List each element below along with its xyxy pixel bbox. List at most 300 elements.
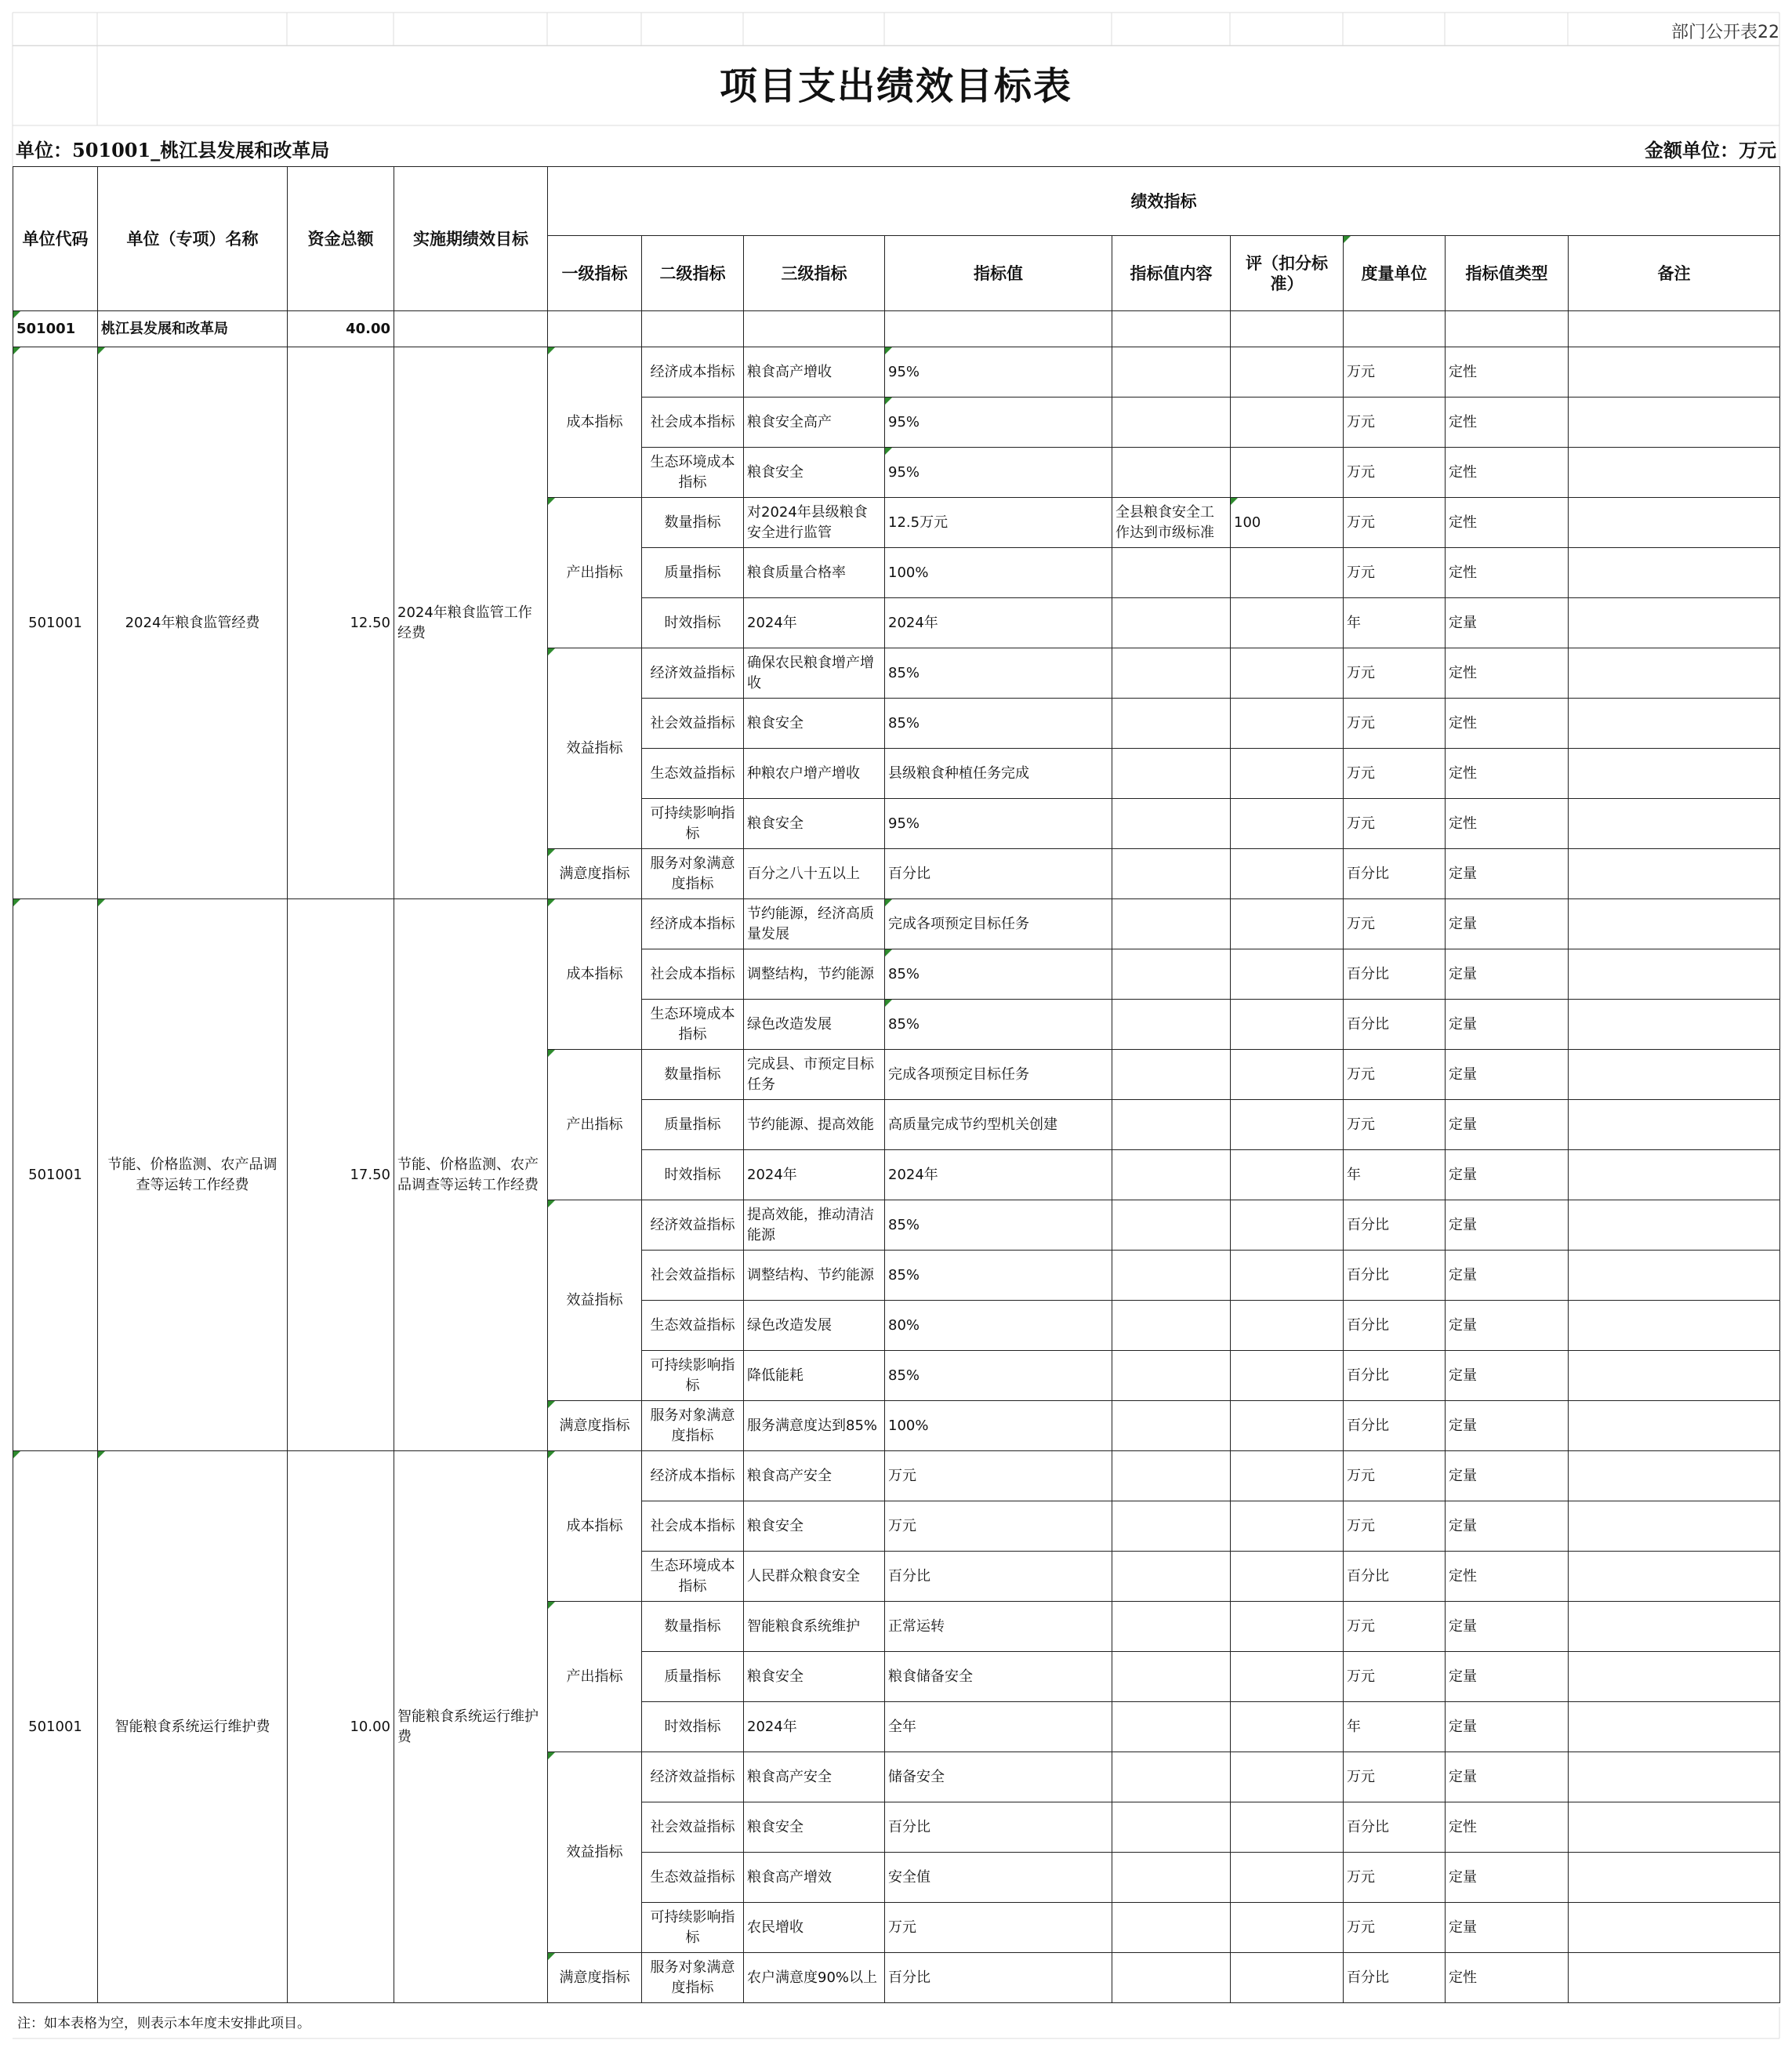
remark-cell [1569,448,1780,498]
col-unit-code: 单位代码 [13,167,98,311]
measure-unit: 年 [1344,598,1446,648]
performance-table [13,166,1780,2003]
summary-cell [1112,311,1231,347]
score-standard [1231,1401,1344,1451]
indicator-content [1112,397,1231,448]
indicator-content [1112,1853,1231,1903]
indicator-value: 95% [885,448,1112,498]
value-type: 定量 [1446,1752,1569,1802]
remark-cell [1569,1903,1780,1953]
level3-indicator: 调整结构、节约能源 [744,1251,885,1301]
indicator-content [1112,1802,1231,1853]
summary-cell [642,311,744,347]
indicator-value: 万元 [885,1451,1112,1501]
level3-indicator: 粮食安全 [744,1802,885,1853]
indicator-value: 万元 [885,1903,1112,1953]
measure-unit: 万元 [1344,749,1446,799]
remark-cell [1569,1100,1780,1150]
project-name: 节能、价格监测、农产品调查等运转工作经费 [98,899,288,1451]
indicator-value: 85% [885,1351,1112,1401]
measure-unit: 万元 [1344,899,1446,949]
remark-cell [1569,1853,1780,1903]
remark-cell [1569,1150,1780,1200]
project-goal: 节能、价格监测、农产品调查等运转工作经费 [394,899,548,1451]
level2-indicator: 服务对象满意度指标 [642,1953,744,2003]
footnote: 注：如本表格为空，则表示本年度未安排此项目。 [17,2016,310,2031]
project-amount: 10.00 [288,1451,394,2003]
value-type: 定量 [1446,1652,1569,1702]
remark-cell [1569,1501,1780,1552]
value-type: 定量 [1446,1251,1569,1301]
level3-indicator: 2024年 [744,1702,885,1752]
indicator-value: 完成各项预定目标任务 [885,899,1112,949]
measure-unit: 年 [1344,1702,1446,1752]
col-goal: 实施期绩效目标 [394,167,548,311]
score-standard [1231,598,1344,648]
remark-cell [1569,1200,1780,1251]
value-type: 定量 [1446,1702,1569,1752]
summary-cell [744,311,885,347]
remark-cell [1569,1953,1780,2003]
project-amount: 17.50 [288,899,394,1451]
remark-cell [1569,347,1780,397]
level2-indicator: 生态环境成本指标 [642,1552,744,1602]
level3-indicator: 粮食高产安全 [744,1752,885,1802]
indicator-value: 完成各项预定目标任务 [885,1050,1112,1100]
indicator-value: 85% [885,699,1112,749]
measure-unit: 万元 [1344,799,1446,849]
indicator-content [1112,648,1231,699]
remark-cell [1569,1702,1780,1752]
summary-cell [1569,311,1780,347]
indicator-content [1112,1953,1231,2003]
value-type: 定量 [1446,1853,1569,1903]
project-name: 2024年粮食监管经费 [98,347,288,899]
level3-indicator: 粮食安全 [744,1652,885,1702]
level2-indicator: 经济成本指标 [642,899,744,949]
value-type: 定性 [1446,648,1569,699]
measure-unit: 万元 [1344,1652,1446,1702]
indicator-content [1112,598,1231,648]
indicator-content [1112,1050,1231,1100]
remark-cell [1569,1000,1780,1050]
indicator-content [1112,1903,1231,1953]
form-number-row [13,13,1779,46]
indicator-content [1112,1000,1231,1050]
level1-indicator: 产出指标 [548,1602,642,1752]
score-standard [1231,699,1344,749]
indicator-content [1112,548,1231,598]
score-standard [1231,1301,1344,1351]
form-number: 部门公开表22 [1671,23,1779,42]
level2-indicator: 可持续影响指标 [642,799,744,849]
project-code: 501001 [13,899,98,1451]
col-type: 指标值类型 [1446,236,1569,311]
measure-unit: 百分比 [1344,1802,1446,1853]
value-type: 定性 [1446,347,1569,397]
level3-indicator: 绿色改造发展 [744,1000,885,1050]
score-standard: 100 [1231,498,1344,548]
measure-unit: 万元 [1344,548,1446,598]
level3-indicator: 调整结构，节约能源 [744,949,885,1000]
project-name: 智能粮食系统运行维护费 [98,1451,288,2003]
indicator-value: 正常运转 [885,1602,1112,1652]
level2-indicator: 生态效益指标 [642,1853,744,1903]
level3-indicator: 农户满意度90%以上 [744,1953,885,2003]
score-standard [1231,1351,1344,1401]
indicator-content [1112,1301,1231,1351]
score-standard [1231,1802,1344,1853]
summary-cell [885,311,1112,347]
level3-indicator: 粮食安全高产 [744,397,885,448]
indicator-value: 百分比 [885,849,1112,899]
value-type: 定性 [1446,1802,1569,1853]
value-type: 定量 [1446,1200,1569,1251]
level3-indicator: 服务满意度达到85% [744,1401,885,1451]
indicator-value: 100% [885,548,1112,598]
value-type: 定性 [1446,699,1569,749]
score-standard [1231,1552,1344,1602]
value-type: 定量 [1446,1150,1569,1200]
amount-unit-label: 金额单位：万元 [1645,139,1776,162]
indicator-content [1112,899,1231,949]
measure-unit: 万元 [1344,347,1446,397]
score-standard [1231,1953,1344,2003]
measure-unit: 百分比 [1344,1251,1446,1301]
measure-unit: 万元 [1344,1501,1446,1552]
level3-indicator: 确保农民粮食增产增收 [744,648,885,699]
summary-amount: 40.00 [288,311,394,347]
page-title [13,47,1779,125]
indicator-content [1112,1702,1231,1752]
value-type: 定量 [1446,1602,1569,1652]
indicator-content: 全县粮食安全工作达到市级标准 [1112,498,1231,548]
indicator-value: 高质量完成节约型机关创建 [885,1100,1112,1150]
measure-unit: 百分比 [1344,949,1446,1000]
level2-indicator: 社会成本指标 [642,949,744,1000]
level3-indicator: 粮食高产安全 [744,1451,885,1501]
value-type: 定量 [1446,849,1569,899]
indicator-value: 2024年 [885,598,1112,648]
level2-indicator: 数量指标 [642,1050,744,1100]
remark-cell [1569,598,1780,648]
measure-unit: 百分比 [1344,1953,1446,2003]
level1-indicator: 满意度指标 [548,849,642,899]
value-type: 定量 [1446,899,1569,949]
level2-indicator: 质量指标 [642,1100,744,1150]
level2-indicator: 质量指标 [642,548,744,598]
remark-cell [1569,1251,1780,1301]
score-standard [1231,1050,1344,1100]
remark-cell [1569,548,1780,598]
project-goal: 智能粮食系统运行维护费 [394,1451,548,2003]
score-standard [1231,899,1344,949]
level2-indicator: 服务对象满意度指标 [642,849,744,899]
value-type: 定量 [1446,1050,1569,1100]
level1-indicator: 效益指标 [548,1752,642,1953]
score-standard [1231,1853,1344,1903]
measure-unit: 万元 [1344,448,1446,498]
measure-unit: 万元 [1344,699,1446,749]
col-remark: 备注 [1569,236,1780,311]
level2-indicator: 经济效益指标 [642,1752,744,1802]
level1-indicator: 效益指标 [548,648,642,849]
level2-indicator: 时效指标 [642,1150,744,1200]
measure-unit: 万元 [1344,1100,1446,1150]
level1-indicator: 产出指标 [548,1050,642,1200]
level3-indicator: 粮食质量合格率 [744,548,885,598]
level2-indicator: 生态效益指标 [642,749,744,799]
level3-indicator: 粮食安全 [744,699,885,749]
indicator-value: 百分比 [885,1802,1112,1853]
value-type: 定量 [1446,1301,1569,1351]
col-performance-group: 绩效指标 [548,167,1780,236]
col-measure: 度量单位 [1344,236,1446,311]
remark-cell [1569,749,1780,799]
level2-indicator: 社会效益指标 [642,1802,744,1853]
value-type: 定量 [1446,1100,1569,1150]
level2-indicator: 社会成本指标 [642,1501,744,1552]
indicator-value: 95% [885,397,1112,448]
table-row [13,347,1780,397]
level2-indicator: 时效指标 [642,598,744,648]
indicator-content [1112,749,1231,799]
score-standard [1231,397,1344,448]
indicator-value: 万元 [885,1501,1112,1552]
score-standard [1231,1200,1344,1251]
measure-unit: 百分比 [1344,1401,1446,1451]
value-type: 定量 [1446,1401,1569,1451]
value-type: 定量 [1446,1000,1569,1050]
measure-unit: 百分比 [1344,849,1446,899]
indicator-value: 85% [885,1200,1112,1251]
score-standard [1231,749,1344,799]
indicator-content [1112,1200,1231,1251]
remark-cell [1569,397,1780,448]
score-standard [1231,799,1344,849]
level3-indicator: 人民群众粮食安全 [744,1552,885,1602]
value-type: 定性 [1446,799,1569,849]
indicator-content [1112,1401,1231,1451]
value-type: 定性 [1446,448,1569,498]
indicator-value: 85% [885,949,1112,1000]
indicator-content [1112,347,1231,397]
table-row [13,899,1780,949]
indicator-content [1112,1351,1231,1401]
value-type: 定量 [1446,1903,1569,1953]
indicator-content [1112,1150,1231,1200]
remark-cell [1569,1552,1780,1602]
col-score: 评（扣分标准） [1231,236,1344,311]
remark-cell [1569,799,1780,849]
level2-indicator: 经济成本指标 [642,1451,744,1501]
project-code: 501001 [13,1451,98,2003]
score-standard [1231,448,1344,498]
remark-cell [1569,1602,1780,1652]
measure-unit: 百分比 [1344,1351,1446,1401]
measure-unit: 万元 [1344,1853,1446,1903]
col-unit-name: 单位（专项）名称 [98,167,288,311]
score-standard [1231,1652,1344,1702]
level2-indicator: 社会效益指标 [642,699,744,749]
measure-unit: 年 [1344,1150,1446,1200]
level3-indicator: 对2024年县级粮食安全进行监管 [744,498,885,548]
level3-indicator: 2024年 [744,598,885,648]
indicator-value: 全年 [885,1702,1112,1752]
level3-indicator: 降低能耗 [744,1351,885,1401]
indicator-content [1112,849,1231,899]
measure-unit: 万元 [1344,1602,1446,1652]
indicator-content [1112,1602,1231,1652]
remark-cell [1569,1351,1780,1401]
level3-indicator: 农民增收 [744,1903,885,1953]
measure-unit: 万元 [1344,498,1446,548]
measure-unit: 百分比 [1344,1200,1446,1251]
score-standard [1231,548,1344,598]
level1-indicator: 效益指标 [548,1200,642,1401]
indicator-content [1112,1652,1231,1702]
level2-indicator: 时效指标 [642,1702,744,1752]
score-standard [1231,1150,1344,1200]
level1-indicator: 成本指标 [548,1451,642,1602]
level3-indicator: 2024年 [744,1150,885,1200]
indicator-value: 100% [885,1401,1112,1451]
summary-cell [548,311,642,347]
measure-unit: 百分比 [1344,1552,1446,1602]
level3-indicator: 完成县、市预定目标任务 [744,1050,885,1100]
value-type: 定量 [1446,1501,1569,1552]
unit-info-row [13,125,1779,165]
col-level1: 一级指标 [548,236,642,311]
level2-indicator: 可持续影响指标 [642,1903,744,1953]
indicator-content [1112,1451,1231,1501]
indicator-value: 百分比 [885,1953,1112,2003]
level2-indicator: 经济成本指标 [642,347,744,397]
remark-cell [1569,1752,1780,1802]
score-standard [1231,1752,1344,1802]
value-type: 定量 [1446,1451,1569,1501]
score-standard [1231,1000,1344,1050]
remark-cell [1569,648,1780,699]
measure-unit: 万元 [1344,1451,1446,1501]
level2-indicator: 服务对象满意度指标 [642,1401,744,1451]
level1-indicator: 产出指标 [548,498,642,648]
indicator-content [1112,949,1231,1000]
indicator-value: 12.5万元 [885,498,1112,548]
value-type: 定性 [1446,397,1569,448]
level2-indicator: 经济效益指标 [642,648,744,699]
indicator-value: 百分比 [885,1552,1112,1602]
col-content: 指标值内容 [1112,236,1231,311]
indicator-value: 80% [885,1301,1112,1351]
value-type: 定量 [1446,949,1569,1000]
indicator-content [1112,1552,1231,1602]
level1-indicator: 满意度指标 [548,1953,642,2003]
summary-goal [394,311,548,347]
indicator-content [1112,799,1231,849]
level2-indicator: 经济效益指标 [642,1200,744,1251]
level2-indicator: 可持续影响指标 [642,1351,744,1401]
level3-indicator: 粮食安全 [744,1501,885,1552]
score-standard [1231,1251,1344,1301]
level3-indicator: 粮食安全 [744,799,885,849]
summary-name: 桃江县发展和改革局 [98,311,288,347]
value-type: 定性 [1446,498,1569,548]
remark-cell [1569,1652,1780,1702]
col-level2: 二级指标 [642,236,744,311]
score-standard [1231,949,1344,1000]
indicator-value: 85% [885,648,1112,699]
score-standard [1231,1501,1344,1552]
unit-label: 单位：501001_桃江县发展和改革局 [16,139,330,162]
remark-cell [1569,899,1780,949]
level3-indicator: 提高效能，推动清洁能源 [744,1200,885,1251]
measure-unit: 百分比 [1344,1000,1446,1050]
level2-indicator: 数量指标 [642,1602,744,1652]
remark-cell [1569,1401,1780,1451]
summary-code: 501001 [13,311,98,347]
project-code: 501001 [13,347,98,899]
indicator-content [1112,699,1231,749]
indicator-value: 储备安全 [885,1752,1112,1802]
indicator-content [1112,1752,1231,1802]
header-row-1 [13,167,1780,236]
remark-cell [1569,498,1780,548]
remark-cell [1569,1050,1780,1100]
remark-cell [1569,849,1780,899]
col-total-funds: 资金总额 [288,167,394,311]
project-goal: 2024年粮食监管工作经费 [394,347,548,899]
level3-indicator: 节约能源、提高效能 [744,1100,885,1150]
score-standard [1231,347,1344,397]
level2-indicator: 社会效益指标 [642,1251,744,1301]
measure-unit: 万元 [1344,1752,1446,1802]
score-standard [1231,849,1344,899]
remark-cell [1569,1802,1780,1853]
score-standard [1231,1451,1344,1501]
level2-indicator: 生态效益指标 [642,1301,744,1351]
score-standard [1231,1602,1344,1652]
value-type: 定性 [1446,749,1569,799]
measure-unit: 万元 [1344,648,1446,699]
indicator-value: 95% [885,347,1112,397]
score-standard [1231,1702,1344,1752]
indicator-value: 85% [885,1000,1112,1050]
level3-indicator: 节约能源，经济高质量发展 [744,899,885,949]
value-type: 定性 [1446,548,1569,598]
level1-indicator: 成本指标 [548,899,642,1050]
summary-cell [1231,311,1344,347]
value-type: 定量 [1446,598,1569,648]
table-row [13,1451,1780,1501]
remark-cell [1569,949,1780,1000]
indicator-content [1112,1251,1231,1301]
level3-indicator: 绿色改造发展 [744,1301,885,1351]
indicator-value: 粮食储备安全 [885,1652,1112,1702]
level3-indicator: 百分之八十五以上 [744,849,885,899]
level3-indicator: 种粮农户增产增收 [744,749,885,799]
remark-cell [1569,1451,1780,1501]
value-type: 定性 [1446,1953,1569,2003]
remark-cell [1569,699,1780,749]
indicator-content [1112,1100,1231,1150]
summary-cell [1344,311,1446,347]
indicator-value: 县级粮食种植任务完成 [885,749,1112,799]
col-value: 指标值 [885,236,1112,311]
score-standard [1231,1903,1344,1953]
level3-indicator: 粮食安全 [744,448,885,498]
level2-indicator: 质量指标 [642,1652,744,1702]
